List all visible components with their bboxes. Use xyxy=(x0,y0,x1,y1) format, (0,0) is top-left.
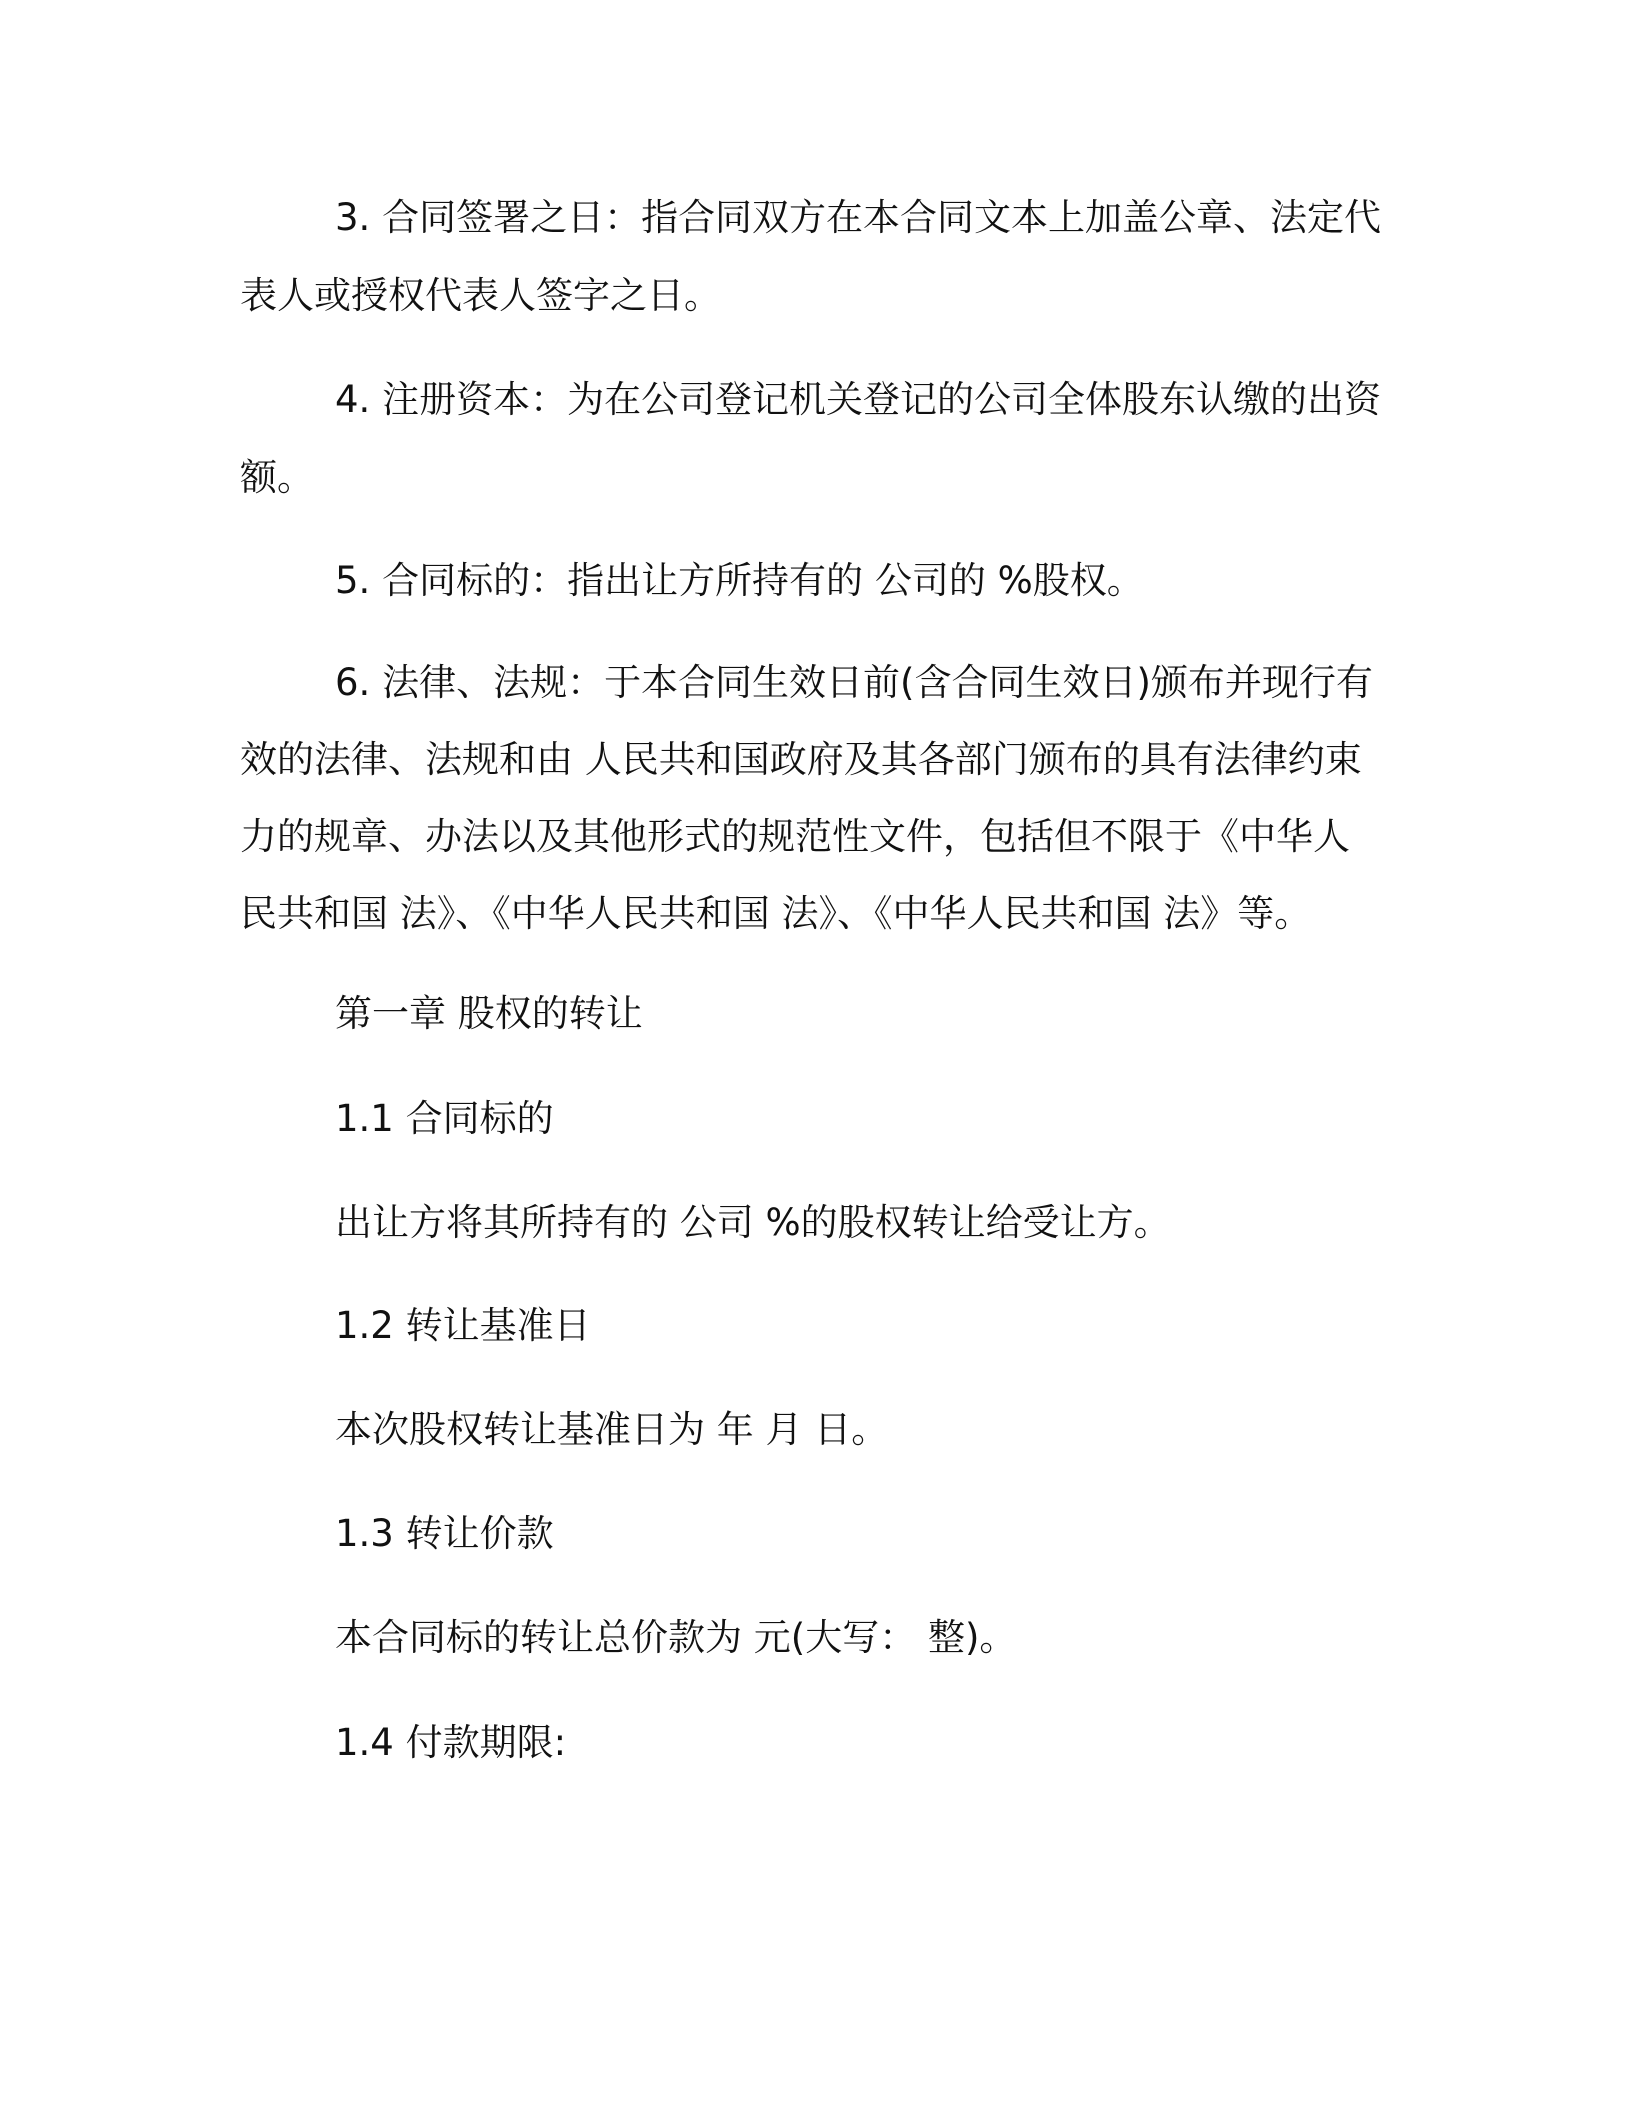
section-1-2-text: 本次股权转让基准日为 年 月 日。 xyxy=(335,1408,889,1451)
clause-3-line-2: 表人或授权代表人签字之日。 xyxy=(240,274,721,317)
clause-5-line: 5. 合同标的：指出让方所持有的 公司的 %股权。 xyxy=(335,559,1144,602)
section-1-1-text: 出让方将其所持有的 公司 %的股权转让给受让方。 xyxy=(335,1201,1171,1244)
section-1-4-heading: 1.4 付款期限: xyxy=(335,1721,567,1764)
section-1-3-text: 本合同标的转让总价款为 元(大写： 整)。 xyxy=(335,1616,1017,1659)
clause-6-line-1: 6. 法律、法规：于本合同生效日前(含合同生效日)颁布并现行有 xyxy=(335,661,1373,704)
clause-6-line-2: 效的法律、法规和由 人民共和国政府及其各部门颁布的具有法律约束 xyxy=(240,738,1362,781)
chapter-1-heading: 第一章 股权的转让 xyxy=(335,992,643,1035)
clause-6-line-3: 力的规章、办法以及其他形式的规范性文件，包括但不限于《中华人 xyxy=(240,815,1350,858)
section-1-1-heading: 1.1 合同标的 xyxy=(335,1097,554,1140)
clause-3-line-1: 3. 合同签署之日：指合同双方在本合同文本上加盖公章、法定代 xyxy=(335,196,1382,239)
section-1-3-heading: 1.3 转让价款 xyxy=(335,1512,554,1555)
clause-4-line-1: 4. 注册资本：为在公司登记机关登记的公司全体股东认缴的出资 xyxy=(335,378,1382,421)
document-page xyxy=(240,0,1385,2112)
clause-6-line-4: 民共和国 法》、《中华人民共和国 法》、《中华人民共和国 法》等。 xyxy=(240,892,1312,935)
clause-4-line-2: 额。 xyxy=(240,456,314,499)
section-1-2-heading: 1.2 转让基准日 xyxy=(335,1304,591,1347)
